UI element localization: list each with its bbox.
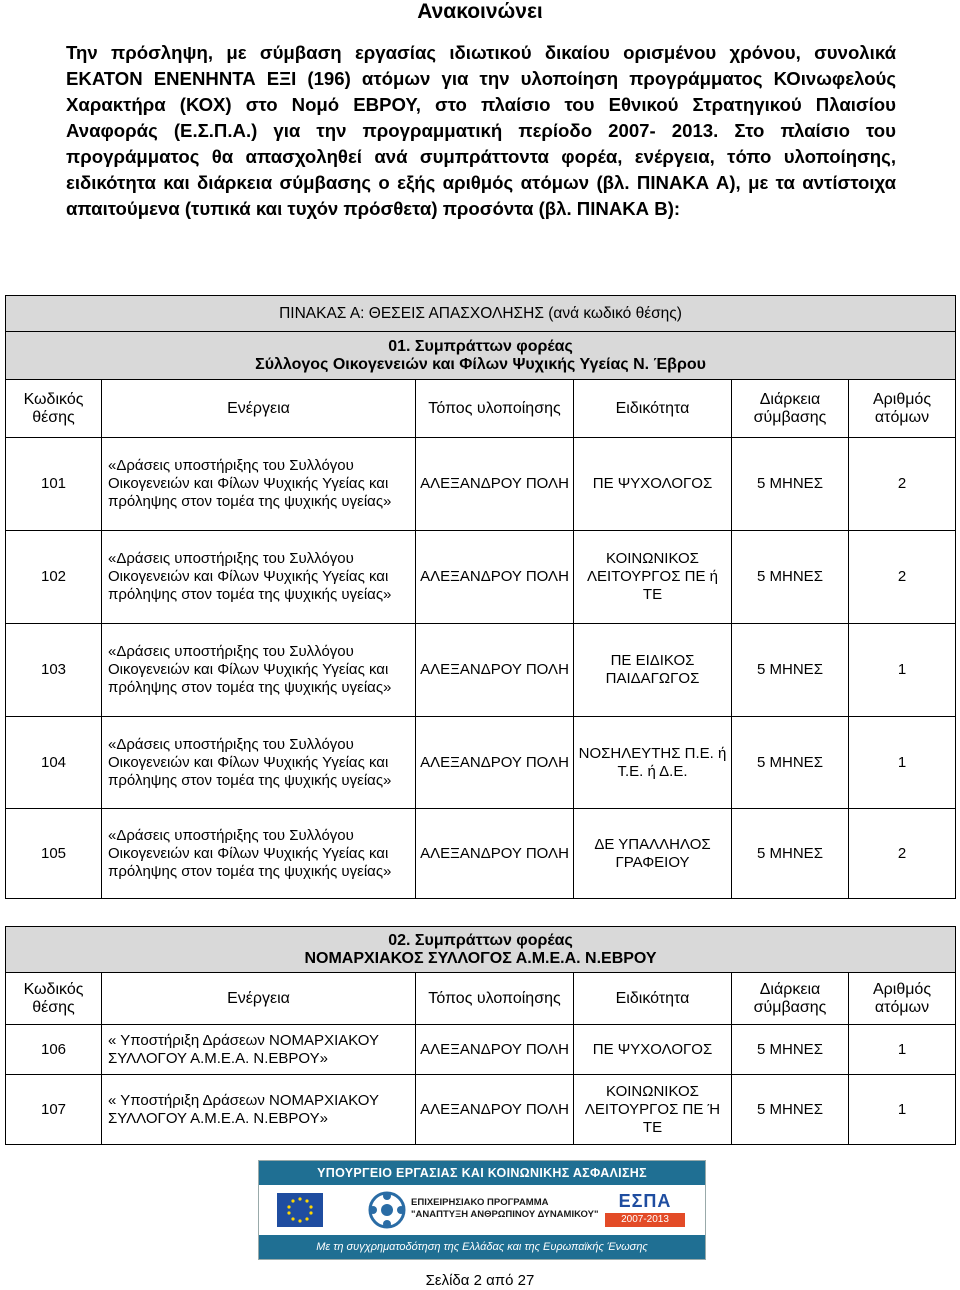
table-row xyxy=(6,438,956,531)
col-code: Κωδικός θέσης xyxy=(6,973,102,1025)
col-place: Τόπος υλοποίησης xyxy=(416,380,574,438)
row-place: ΑΛΕΞΑΝΔΡΟΥ ΠΟΛΗ xyxy=(416,624,574,717)
col-count: Αριθμός ατόμων xyxy=(849,973,956,1025)
positions-table-2 xyxy=(5,926,956,1145)
table-caption: ΠΙΝΑΚΑΣ Α: ΘΕΣΕΙΣ ΑΠΑΣΧΟΛΗΣΗΣ (ανά κωδικό θέσης) xyxy=(6,296,956,332)
col-duration: Διάρκεια σύμβασης xyxy=(732,973,849,1025)
intro-text: Την πρόσληψη, με σύμβαση εργασίας ιδιωτικού δικαίου ορισμένου χρόνου, συνολικά ΕΚΑΤΟΝ ΕΝΕΝΗΝΤΑ ΕΞΙ (196) ατόμων για την υλοποίηση προγράμματος ΚΟινωφελούς Χαρακτήρα (ΚΟΧ) στο Νομό ΕΒΡΟΥ, στο πλαίσιο του Εθνικού Στρατηγικού Πλαισίου Αναφοράς (Ε.Σ.Π.Α.) για την προγραμματική περίοδο 2007- 2013. Στο πλαίσιο του προγράμματος θα απασχοληθεί ανά συμπράττοντα φορέα, ενέργεια, τόπο υλοποίησης, ειδικότητα και διάρκεια σύμβασης ο εξής αριθμός ατόμων (βλ. ΠΙΝΑΚΑ Α), με τα αντίστοιχα απαιτούμενα (τυπικά και τυχόν πρόσθετα) προσόντα (βλ. ΠΙΝΑΚΑ Β): xyxy=(66,42,896,219)
program-line-1: ΕΠΙΧΕΙΡΗΣΙΑΚΟ ΠΡΟΓΡΑΜΜΑ xyxy=(411,1197,549,1208)
row-duration: 5 ΜΗΝΕΣ xyxy=(732,1025,849,1075)
row-specialty: ΠΕ ΕΙΔΙΚΟΣ ΠΑΙΔΑΓΩΓΟΣ xyxy=(574,624,732,717)
row-action: «Δράσεις υποστήριξης του Συλλόγου Οικογενειών και Φίλων Ψυχικής Υγείας και πρόληψης στον τομέα της ψυχικής υγείας» xyxy=(102,531,416,624)
espa-years: 2007-2013 xyxy=(605,1213,685,1227)
partner-header xyxy=(6,927,956,973)
row-duration: 5 ΜΗΝΕΣ xyxy=(732,624,849,717)
col-duration: Διάρκεια σύμβασης xyxy=(732,380,849,438)
row-place: ΑΛΕΞΑΝΔΡΟΥ ΠΟΛΗ xyxy=(416,438,574,531)
row-count: 1 xyxy=(849,1075,956,1145)
logos-strip xyxy=(259,1185,705,1235)
row-code: 107 xyxy=(6,1075,102,1145)
program-name xyxy=(411,1197,599,1221)
col-count: Αριθμός ατόμων xyxy=(849,380,956,438)
row-code: 105 xyxy=(6,809,102,899)
column-header-row xyxy=(6,380,956,438)
row-count: 1 xyxy=(849,717,956,809)
column-header-row xyxy=(6,973,956,1025)
row-action: «Δράσεις υποστήριξης του Συλλόγου Οικογενειών και Φίλων Ψυχικής Υγείας και πρόληψης στον τομέα της ψυχικής υγείας» xyxy=(102,717,416,809)
partner-number: 01. Συμπράττων φορέας xyxy=(388,337,573,355)
row-duration: 5 ΜΗΝΕΣ xyxy=(732,438,849,531)
row-place: ΑΛΕΞΑΝΔΡΟΥ ΠΟΛΗ xyxy=(416,717,574,809)
row-action: «Δράσεις υποστήριξης του Συλλόγου Οικογενειών και Φίλων Ψυχικής Υγείας και πρόληψης στον τομέα της ψυχικής υγείας» xyxy=(102,438,416,531)
row-count: 2 xyxy=(849,809,956,899)
row-specialty: ΠΕ ΨΥΧΟΛΟΓΟΣ xyxy=(574,1025,732,1075)
row-specialty: ΠΕ ΨΥΧΟΛΟΓΟΣ xyxy=(574,438,732,531)
row-place: ΑΛΕΞΑΝΔΡΟΥ ΠΟΛΗ xyxy=(416,1075,574,1145)
col-specialty: Ειδικότητα xyxy=(574,380,732,438)
row-place: ΑΛΕΞΑΝΔΡΟΥ ΠΟΛΗ xyxy=(416,1025,574,1075)
partner-header xyxy=(6,332,956,380)
row-duration: 5 ΜΗΝΕΣ xyxy=(732,809,849,899)
table-row xyxy=(6,809,956,899)
row-specialty: ΔΕ ΥΠΑΛΛΗΛΟΣ ΓΡΑΦΕΙΟΥ xyxy=(574,809,732,899)
page-title: Ανακοινώνει xyxy=(417,0,543,23)
row-place: ΑΛΕΞΑΝΔΡΟΥ ΠΟΛΗ xyxy=(416,531,574,624)
col-place: Τόπος υλοποίησης xyxy=(416,973,574,1025)
row-specialty: ΚΟΙΝΩΝΙΚΟΣ ΛΕΙΤΟΥΡΓΟΣ ΠΕ ή ΤΕ xyxy=(574,531,732,624)
page-number: Σελίδα 2 από 27 xyxy=(425,1272,535,1289)
table-row xyxy=(6,1075,956,1145)
row-action: « Υποστήριξη Δράσεων ΝΟΜΑΡΧΙΑΚΟΥ ΣΥΛΛΟΓΟΥ Α.Μ.Ε.Α. Ν.ΕΒΡΟΥ» xyxy=(102,1025,416,1075)
row-specialty: ΝΟΣΗΛΕΥΤΗΣ Π.Ε. ή Τ.Ε. ή Δ.Ε. xyxy=(574,717,732,809)
row-duration: 5 ΜΗΝΕΣ xyxy=(732,1075,849,1145)
row-code: 103 xyxy=(6,624,102,717)
intro-paragraph xyxy=(66,40,896,222)
partner-number: 02. Συμπράττων φορέας xyxy=(388,931,573,949)
table-row xyxy=(6,531,956,624)
row-duration: 5 ΜΗΝΕΣ xyxy=(732,531,849,624)
row-place: ΑΛΕΞΑΝΔΡΟΥ ΠΟΛΗ xyxy=(416,809,574,899)
funding-banner xyxy=(258,1160,706,1260)
row-code: 106 xyxy=(6,1025,102,1075)
cofinancing-text: Με τη συγχρηματοδότηση της Ελλάδας και της Ευρωπαϊκής Ένωσης xyxy=(259,1235,705,1259)
row-code: 104 xyxy=(6,717,102,809)
col-action: Ενέργεια xyxy=(102,380,416,438)
col-specialty: Ειδικότητα xyxy=(574,973,732,1025)
col-code: Κωδικός θέσης xyxy=(6,380,102,438)
row-duration: 5 ΜΗΝΕΣ xyxy=(732,717,849,809)
col-action: Ενέργεια xyxy=(102,973,416,1025)
row-count: 2 xyxy=(849,438,956,531)
row-specialty: ΚΟΙΝΩΝΙΚΟΣ ΛΕΙΤΟΥΡΓΟΣ ΠΕ Ή ΤΕ xyxy=(574,1075,732,1145)
program-line-2: "ΑΝΑΠΤΥΞΗ ΑΝΘΡΩΠΙΝΟΥ ΔΥΝΑΜΙΚΟΥ" xyxy=(411,1209,599,1220)
table-row xyxy=(6,1025,956,1075)
row-code: 101 xyxy=(6,438,102,531)
row-count: 1 xyxy=(849,1025,956,1075)
row-code: 102 xyxy=(6,531,102,624)
row-action: « Υποστήριξη Δράσεων ΝΟΜΑΡΧΙΑΚΟΥ ΣΥΛΛΟΓΟΥ Α.Μ.Ε.Α. Ν.ΕΒΡΟΥ» xyxy=(102,1075,416,1145)
eu-flag-icon xyxy=(277,1193,323,1227)
positions-table-1 xyxy=(5,295,956,899)
partner-name: ΝΟΜΑΡΧΙΑΚΟΣ ΣΥΛΛΟΓΟΣ Α.Μ.Ε.Α. Ν.ΕΒΡΟΥ xyxy=(304,949,657,967)
ministry-banner: ΥΠΟΥΡΓΕΙΟ ΕΡΓΑΣΙΑΣ ΚΑΙ ΚΟΙΝΩΝΙΚΗΣ ΑΣΦΑΛΙΣΗΣ xyxy=(259,1161,705,1185)
partner-name: Σύλλογος Οικογενειών και Φίλων Ψυχικής Υγείας Ν. Έβρου xyxy=(255,355,706,373)
table-row xyxy=(6,717,956,809)
row-count: 2 xyxy=(849,531,956,624)
espa-logo xyxy=(605,1191,685,1227)
row-action: «Δράσεις υποστήριξης του Συλλόγου Οικογενειών και Φίλων Ψυχικής Υγείας και πρόληψης στον τομέα της ψυχικής υγείας» xyxy=(102,624,416,717)
table-row xyxy=(6,624,956,717)
row-action: «Δράσεις υποστήριξης του Συλλόγου Οικογενειών και Φίλων Ψυχικής Υγείας και πρόληψης στον τομέα της ψυχικής υγείας» xyxy=(102,809,416,899)
program-emblem-icon xyxy=(367,1190,407,1230)
row-count: 1 xyxy=(849,624,956,717)
espa-label: ΕΣΠΑ xyxy=(618,1191,672,1211)
